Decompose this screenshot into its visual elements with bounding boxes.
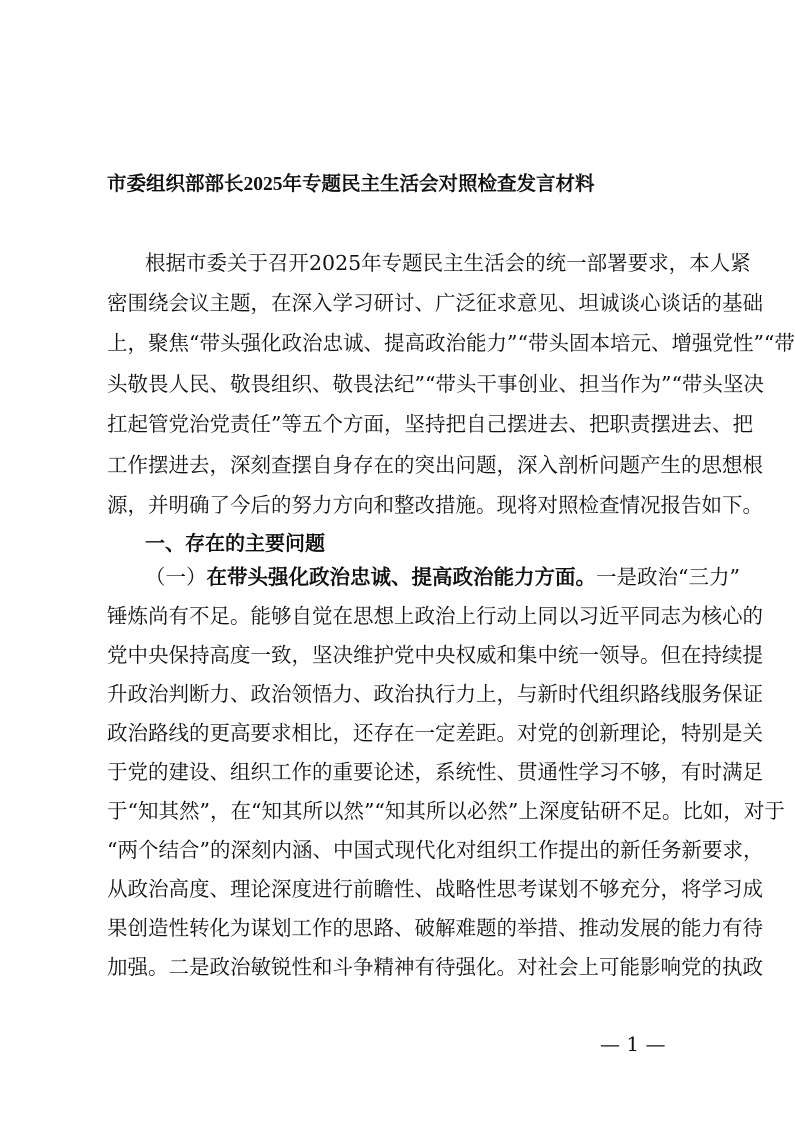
- text-line: 于“知其然”，在“知其所以然”“知其所以必然”上深度钻研不足。比如，对于: [107, 799, 785, 823]
- text-line: 头敬畏人民、敬畏组织、敬畏法纪”“带头干事创业、担当作为”“带头坚决: [107, 372, 764, 396]
- text-line: 密围绕会议主题，在深入学习研讨、广泛征求意见、坦诚谈心谈话的基础: [107, 291, 763, 315]
- text-line: 党中央保持高度一致，坚决维护党中央权威和集中统一领导。但在持续提: [107, 643, 763, 667]
- text-line: 政治路线的更高要求相比，还存在一定差距。对党的创新理论，特别是关: [107, 721, 763, 745]
- text-line: 升政治判断力、政治领悟力、政治执行力上，与新时代组织路线服务保证: [107, 682, 763, 706]
- section-heading: 一、存在的主要问题: [145, 531, 325, 555]
- text-line: 锤炼尚有不足。能够自觉在思想上政治上行动上同以习近平同志为核心的: [107, 604, 763, 628]
- subsection-heading: 在带头强化政治忠诚、提高政治能力方面。: [206, 565, 596, 589]
- text-line: 加强。二是政治敏锐性和斗争精神有待强化。对社会上可能影响党的执政: [107, 955, 763, 979]
- text-line: 源，并明确了今后的努力方向和整改措施。现将对照检查情况报告如下。: [107, 493, 763, 517]
- page-number: — 1 —: [600, 1032, 666, 1056]
- text-line: 扛起管党治党责任”等五个方面，坚持把自己摆进去、把职责摆进去、把: [107, 412, 753, 436]
- document-title: 市委组织部部长2025年专题民主生活会对照检查发言材料: [107, 174, 595, 195]
- subsection-first-line: [145, 563, 740, 591]
- text-line: 于党的建设、组织工作的重要论述，系统性、贯通性学习不够，有时满足: [107, 760, 763, 784]
- text-line: 上，聚焦“带头强化政治忠诚、提高政治能力”“带头固本培元、增强党性”“带: [107, 331, 795, 355]
- text-line: 根据市委关于召开2025年专题民主生活会的统一部署要求，本人紧: [145, 251, 751, 275]
- text-line: 工作摆进去，深刻查摆自身存在的突出问题，深入剖析问题产生的思想根: [107, 453, 763, 477]
- text-line: “两个结合”的深刻内涵、中国式现代化对组织工作提出的新任务新要求，: [107, 838, 764, 862]
- subsection-number: （一）: [145, 565, 207, 589]
- text-line: 从政治高度、理论深度进行前瞻性、战略性思考谋划不够充分，将学习成: [107, 877, 763, 901]
- text-line: 果创造性转化为谋划工作的思路、破解难题的举措、推动发展的能力有待: [107, 916, 763, 940]
- text-segment: 一是政治“三力”: [596, 565, 740, 589]
